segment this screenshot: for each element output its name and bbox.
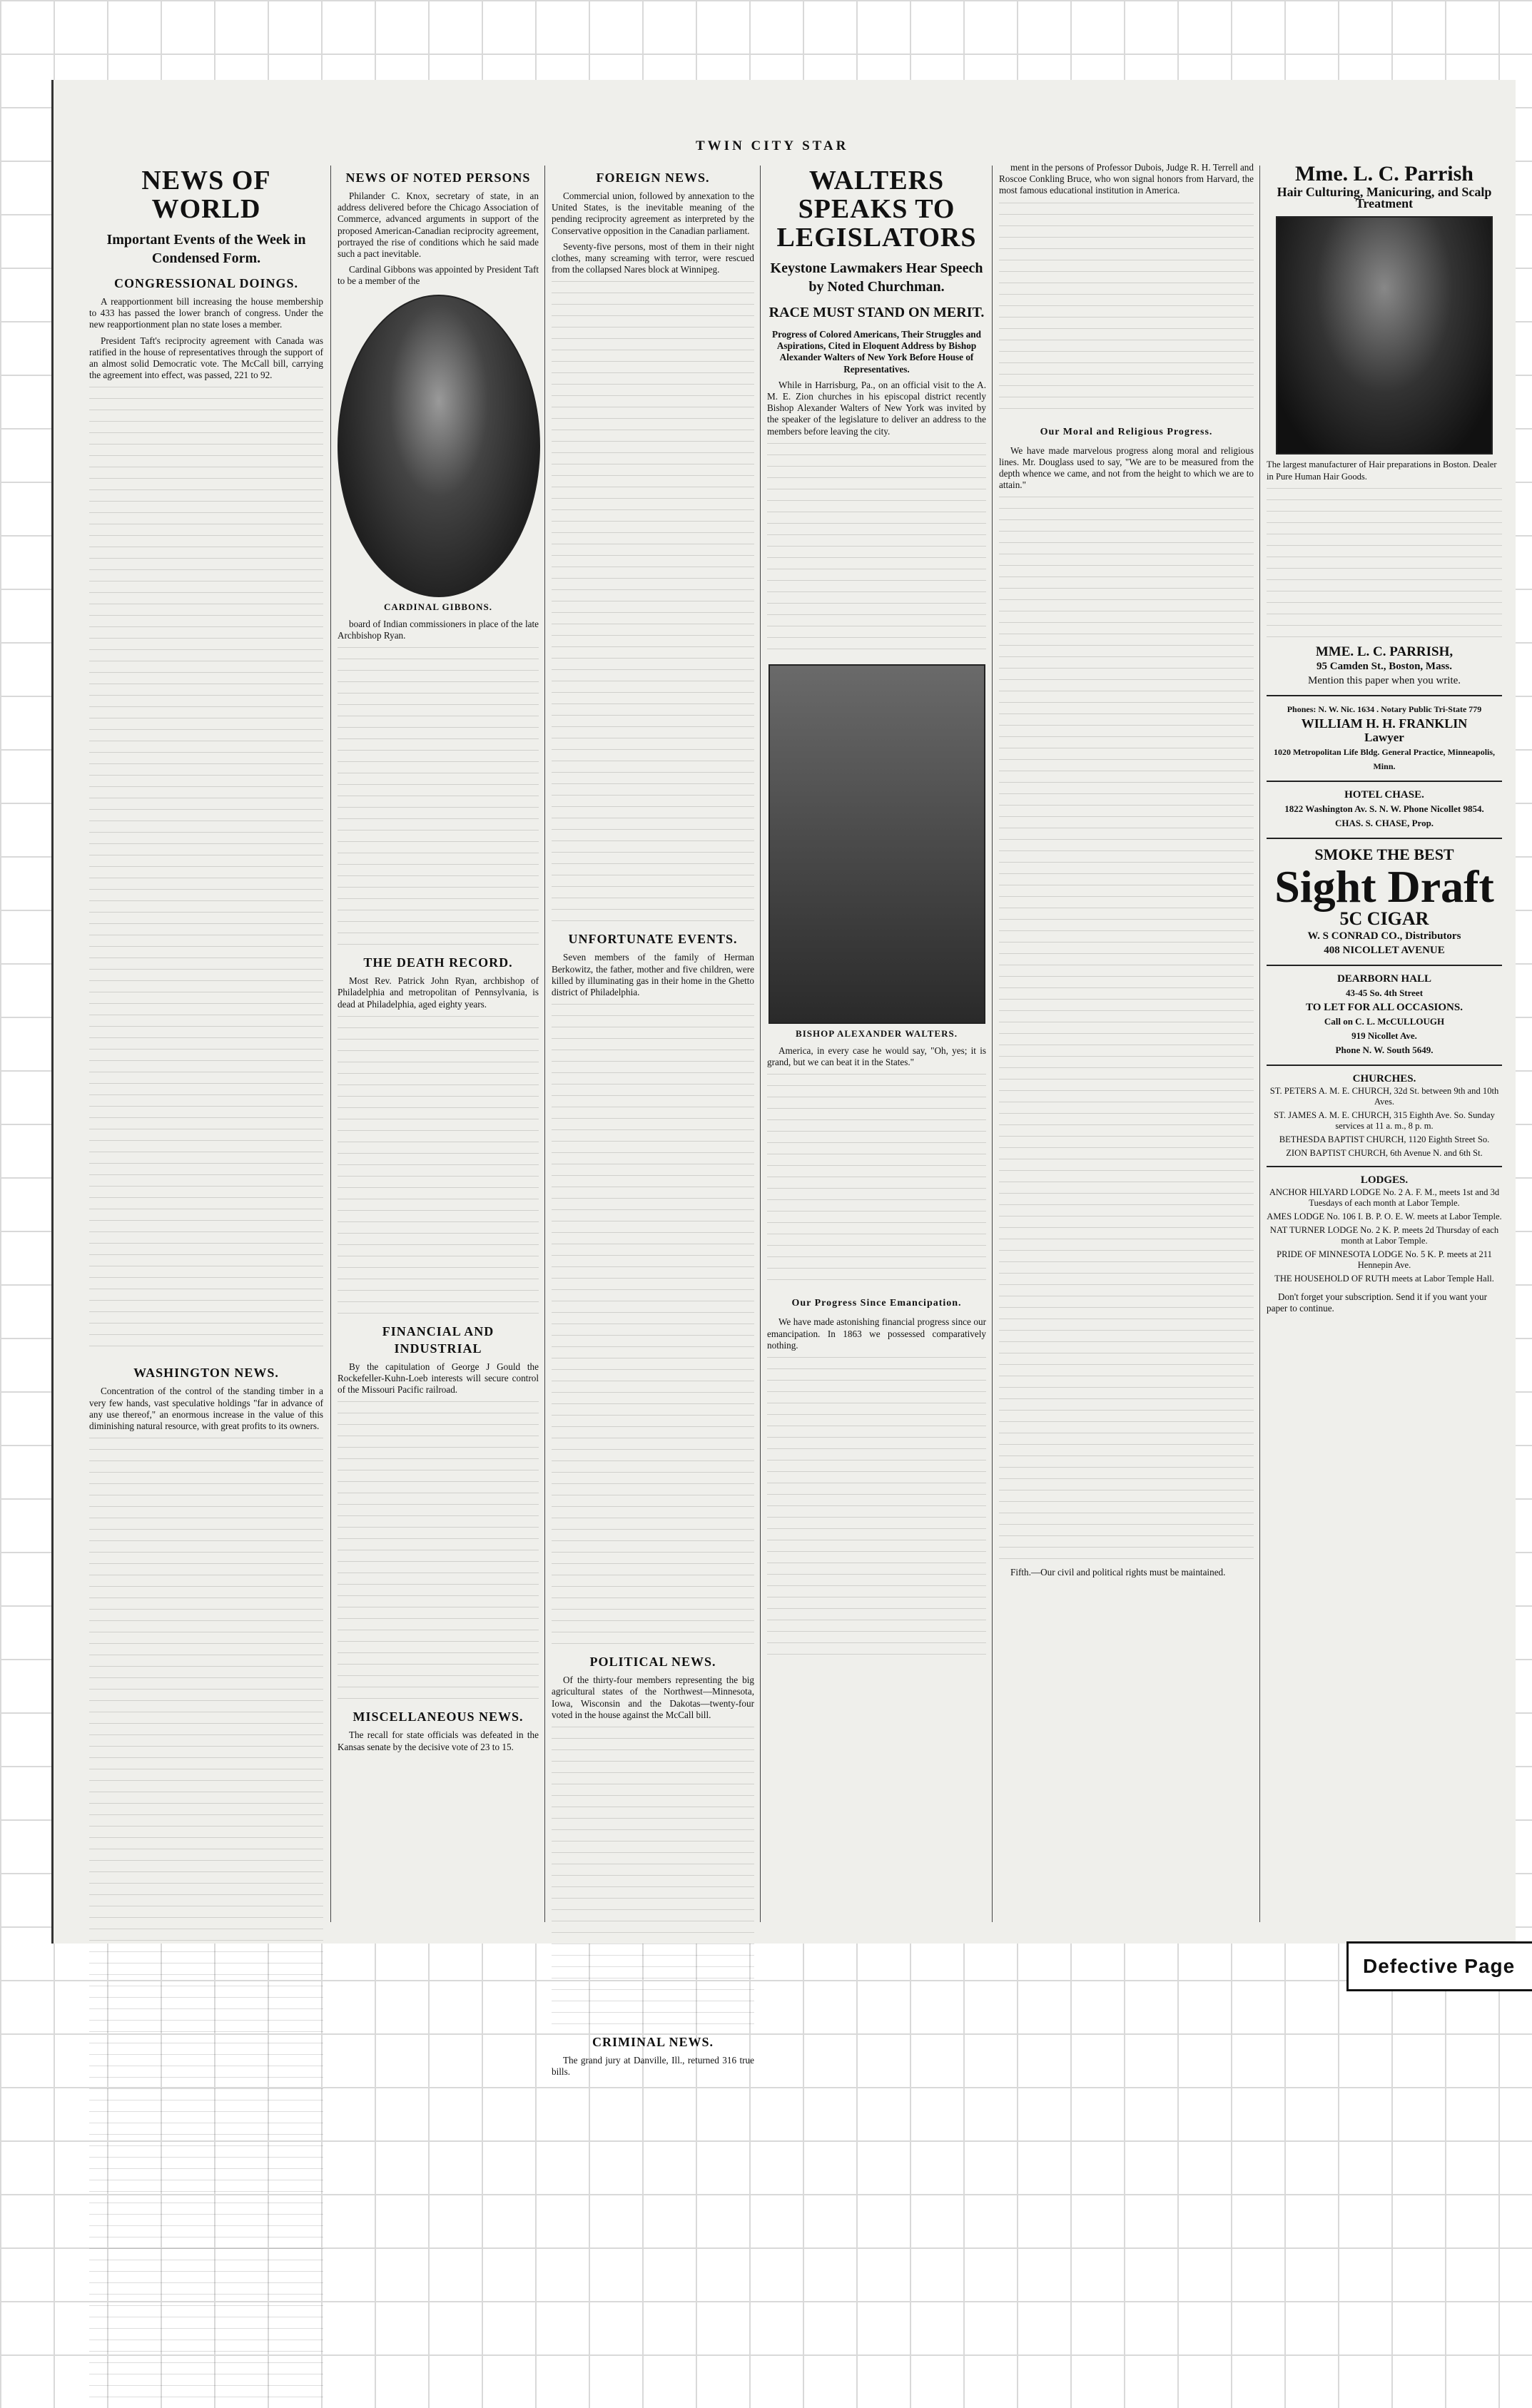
- cigar-top: SMOKE THE BEST: [1314, 845, 1454, 863]
- article-paragraph: The recall for state officials was defeated in the Kansas senate by the decisive vote of 23 to 15.: [338, 1729, 539, 1752]
- article-paragraph: A reapportionment bill increasing the house membership to 433 has passed the lower branch of congress. Under the new reapportionment plan no state loses a member.: [89, 296, 323, 330]
- cigar-address: 408 NICOLLET AVENUE: [1324, 944, 1445, 956]
- article-text-block: [767, 1074, 986, 1288]
- headline-news-of-noted-persons: NEWS OF NOTED PERSONS: [345, 171, 531, 185]
- article-paragraph: ment in the persons of Professor Dubois, Judge R. H. Terrell and Roscoe Conkling Bruce, who won signal honors from Harvard, the most famous educational institution in America.: [999, 162, 1254, 196]
- article-text-block: [999, 497, 1254, 1567]
- section-death-record: THE DEATH RECORD.: [363, 955, 513, 970]
- defective-page-stamp: Defective Page: [1346, 1941, 1532, 1991]
- column-rule: [1259, 166, 1260, 1922]
- article-text-block: [552, 1727, 754, 2026]
- section-criminal-news: CRIMINAL NEWS.: [592, 2035, 714, 2050]
- section-political-news: POLITICAL NEWS.: [589, 1655, 716, 1670]
- lodge-entry: ANCHOR HILYARD LODGE No. 2 A. F. M., meets 1st and 3d Tuesdays of each month at Labor Temple.: [1269, 1187, 1500, 1208]
- article-text-block: [338, 1016, 539, 1316]
- ad-parrish-title: Mme. L. C. Parrish: [1295, 162, 1473, 186]
- ad-price-list: [1267, 488, 1502, 645]
- column-2: [338, 162, 539, 1929]
- hall-name: DEARBORN HALL: [1336, 972, 1432, 985]
- column-rule: [544, 166, 545, 1922]
- column-rule: [330, 166, 331, 1922]
- hotel-owner: CHAS. S. CHASE, Prop.: [1334, 817, 1434, 828]
- subscription-note: Don't forget your subscription. Send it if you want your paper to continue.: [1267, 1291, 1487, 1314]
- article-text-block: [338, 1401, 539, 1701]
- article-text-block: [89, 1438, 323, 2408]
- ad-parrish-note: Mention this paper when you write.: [1307, 674, 1461, 686]
- article-paragraph: While in Harrisburg, Pa., on an official visit to the A. M. E. Zion churches in his episcopal district recently Bishop Alexander Walters of New York was invited by the speaker of the legislature to deliver an address to the members before leaving the city.: [767, 379, 986, 437]
- churches-directory: [1267, 1065, 1502, 1159]
- hall-contact: Call on C. L. McCULLOUGH: [1324, 1015, 1445, 1027]
- article-text-block: [552, 1004, 754, 1646]
- article-paragraph: Philander C. Knox, secretary of state, in an address delivered before the Chicago Association of Commerce, advanced arguments in support of the proposed American-Canadian reciprocity agreement, portrayed the rise of conditions which he said made such a pact inevitable.: [338, 190, 539, 260]
- churches-title: CHURCHES.: [1352, 1072, 1416, 1084]
- lodge-entry: AMES LODGE No. 106 I. B. P. O. E. W. meets at Labor Temple.: [1267, 1211, 1502, 1221]
- column-rule: [992, 166, 993, 1922]
- article-paragraph: We have made astonishing financial progress since our emancipation. In 1863 we possessed comparatively nothing.: [767, 1316, 986, 1351]
- headline-news-of-world: NEWS OF WORLD: [141, 166, 271, 224]
- article-paragraph: Most Rev. Patrick John Ryan, archbishop of Philadelphia and metropolitan of Pennsylvania, is dead at Philadelphia, aged eighty years.: [338, 975, 539, 1010]
- lawyer-phones: Phones: N. W. Nic. 1634 . Notary Public Tri-State 779: [1287, 703, 1482, 714]
- ad-parrish-address: 95 Camden St., Boston, Mass.: [1316, 660, 1453, 672]
- article-paragraph: Concentration of the control of the standing timber in a very few hands, vast speculative holdings "far in advance of any use thereof," an enormous increase in the value of this diminishing natural resource, with great profits to its owners.: [89, 1386, 323, 1432]
- cigar-name: Sight Draft: [1274, 860, 1494, 912]
- article-text-block: [89, 387, 323, 1357]
- ad-parrish-subtitle: Hair Culturing, Manicuring, and Scalp Treatment: [1277, 185, 1492, 211]
- hall-contact-address: 919 Nicollet Ave.: [1351, 1030, 1417, 1041]
- article-text-block: [999, 203, 1254, 417]
- lawyer-address: 1020 Metropolitan Life Bldg. General Practice, Minneapolis, Minn.: [1273, 746, 1496, 771]
- ad-lawyer: [1267, 695, 1502, 773]
- section-miscellaneous-news: MISCELLANEOUS NEWS.: [352, 1710, 524, 1724]
- portrait-bishop-walters: [768, 664, 985, 1024]
- section-financial-industrial: FINANCIAL AND INDUSTRIAL: [382, 1324, 494, 1356]
- article-paragraph: President Taft's reciprocity agreement with Canada was ratified in the house of representatives through the support of an almost solid Democratic vote. The McCall bill, carrying the agreement into effect, was passed, 221 to 92.: [89, 335, 323, 381]
- section-washington-news: WASHINGTON NEWS.: [133, 1366, 279, 1381]
- column-6-ads: [1267, 162, 1502, 1929]
- subhead-race-must-stand: RACE MUST STAND ON MERIT.: [768, 305, 985, 320]
- caption-cardinal-gibbons: CARDINAL GIBBONS.: [383, 601, 493, 612]
- article-paragraph: Commercial union, followed by annexation to the United States, is the inevitable meaning of the pending reciprocity agreement as interpreted by the Conservative opposition in the Canadian parliament.: [552, 190, 754, 236]
- section-progress-since-emancipation: Our Progress Since Emancipation.: [791, 1298, 962, 1309]
- column-1: [89, 162, 323, 1929]
- article-text-block: [767, 443, 986, 657]
- ad-dearborn-hall: [1267, 965, 1502, 1057]
- article-paragraph: We have made marvelous progress along moral and religious lines. Mr. Douglass used to say, "We are to be measured from the depth whence we came, and not from the height to which we are to attain.": [999, 444, 1254, 491]
- hotel-address: 1822 Washington Av. S. N. W. Phone Nicollet 9854.: [1284, 803, 1484, 814]
- church-entry: ST. JAMES A. M. E. CHURCH, 315 Eighth Ave. So. Sunday services at 11 a. m., 8 p. m.: [1274, 1109, 1495, 1131]
- lodges-directory: [1267, 1166, 1502, 1284]
- ad-cigar: [1267, 838, 1502, 957]
- lawyer-title: Lawyer: [1364, 730, 1404, 744]
- article-text-block: [767, 1357, 986, 1657]
- headline-walters-speaks: WALTERS SPEAKS TO LEGISLATORS: [776, 166, 977, 253]
- article-text-block: [552, 281, 754, 923]
- portrait-cardinal-gibbons: [338, 295, 540, 597]
- ad-hotel: [1267, 781, 1502, 830]
- article-paragraph: The grand jury at Danville, Ill., returned 316 true bills.: [552, 2055, 754, 2078]
- hall-address: 43-45 So. 4th Street: [1345, 987, 1424, 998]
- article-paragraph: Cardinal Gibbons was appointed by President Taft to be a member of the: [338, 264, 539, 287]
- cigar-price: 5C CIGAR: [1339, 908, 1429, 929]
- ad-parrish-name: MME. L. C. PARRISH,: [1315, 644, 1454, 659]
- column-4: [767, 162, 986, 1929]
- portrait-mme-parrish: [1276, 216, 1493, 454]
- article-paragraph: board of Indian commissioners in place of the late Archbishop Ryan.: [338, 618, 539, 641]
- lodge-entry: THE HOUSEHOLD OF RUTH meets at Labor Temple Hall.: [1274, 1273, 1494, 1284]
- article-paragraph: Seventy-five persons, most of them in their night clothes, many screaming with terror, were rescued from the collapsed Nares block at Winnipeg.: [552, 240, 754, 275]
- column-5: [999, 162, 1254, 1929]
- lodges-title: LODGES.: [1360, 1174, 1409, 1186]
- article-paragraph: Seven members of the family of Herman Berkowitz, the father, mother and five children, were killed by illuminating gas in their home in the Ghetto district of Philadelphia.: [552, 952, 754, 998]
- church-entry: ST. PETERS A. M. E. CHURCH, 32d St. between 9th and 10th Aves.: [1269, 1085, 1499, 1107]
- masthead: TWIN CITY STAR: [696, 138, 849, 153]
- article-paragraph: By the capitulation of George J Gould the Rockefeller-Kuhn-Loeb interests will secure control of the Missouri Pacific railroad.: [338, 1361, 539, 1396]
- article-paragraph: Of the thirty-four members representing the big agricultural states of the Northwest—Minnesota, Iowa, Wisconsin and the Dakotas—twenty-four voted in the house against the McCall bill.: [552, 1675, 754, 1720]
- article-deck: Progress of Colored Americans, Their Struggles and Aspirations, Cited in Eloquent Address by Bishop Alexander Walters of New York Before House of Representatives.: [772, 329, 981, 375]
- section-unfortunate-events: UNFORTUNATE EVENTS.: [568, 932, 738, 947]
- column-rule: [760, 166, 761, 1922]
- section-congressional-doings: CONGRESSIONAL DOINGS.: [113, 276, 299, 290]
- headline-foreign-news: FOREIGN NEWS.: [596, 171, 710, 185]
- cigar-distributor: W. S CONRAD CO., Distributors: [1307, 930, 1461, 942]
- lodge-entry: NAT TURNER LODGE No. 2 K. P. meets 2d Thursday of each month at Labor Temple.: [1269, 1224, 1499, 1246]
- article-text-block: [338, 647, 539, 947]
- lawyer-name: WILLIAM H. H. FRANKLIN: [1301, 716, 1468, 731]
- hotel-name: HOTEL CHASE.: [1344, 788, 1424, 801]
- hall-phone: Phone N. W. South 5649.: [1335, 1044, 1434, 1055]
- hall-let: TO LET FOR ALL OCCASIONS.: [1306, 1001, 1463, 1013]
- article-paragraph: Fifth.—Our civil and political rights must be maintained.: [1010, 1567, 1226, 1578]
- lodge-entry: PRIDE OF MINNESOTA LODGE No. 5 K. P. meets at 211 Hennepin Ave.: [1277, 1249, 1492, 1270]
- caption-bishop-walters: BISHOP ALEXANDER WALTERS.: [796, 1027, 958, 1039]
- ad-parrish-text: The largest manufacturer of Hair preparations in Boston. Dealer in Pure Human Hair Goods.: [1267, 459, 1497, 482]
- church-entry: BETHESDA BAPTIST CHURCH, 1120 Eighth Street So.: [1279, 1134, 1490, 1144]
- section-moral-religious-progress: Our Moral and Religious Progress.: [1040, 426, 1213, 437]
- subhead-important-events: Important Events of the Week in Condensed Form.: [106, 232, 306, 266]
- church-entry: ZION BAPTIST CHURCH, 6th Avenue N. and 6th St.: [1286, 1147, 1483, 1158]
- column-3: [552, 162, 754, 2078]
- article-paragraph: America, in every case he would say, "Oh, yes; it is grand, but we can beat it in the States.": [767, 1045, 986, 1068]
- subhead-keystone-lawmakers: Keystone Lawmakers Hear Speech by Noted Churchman.: [770, 260, 983, 295]
